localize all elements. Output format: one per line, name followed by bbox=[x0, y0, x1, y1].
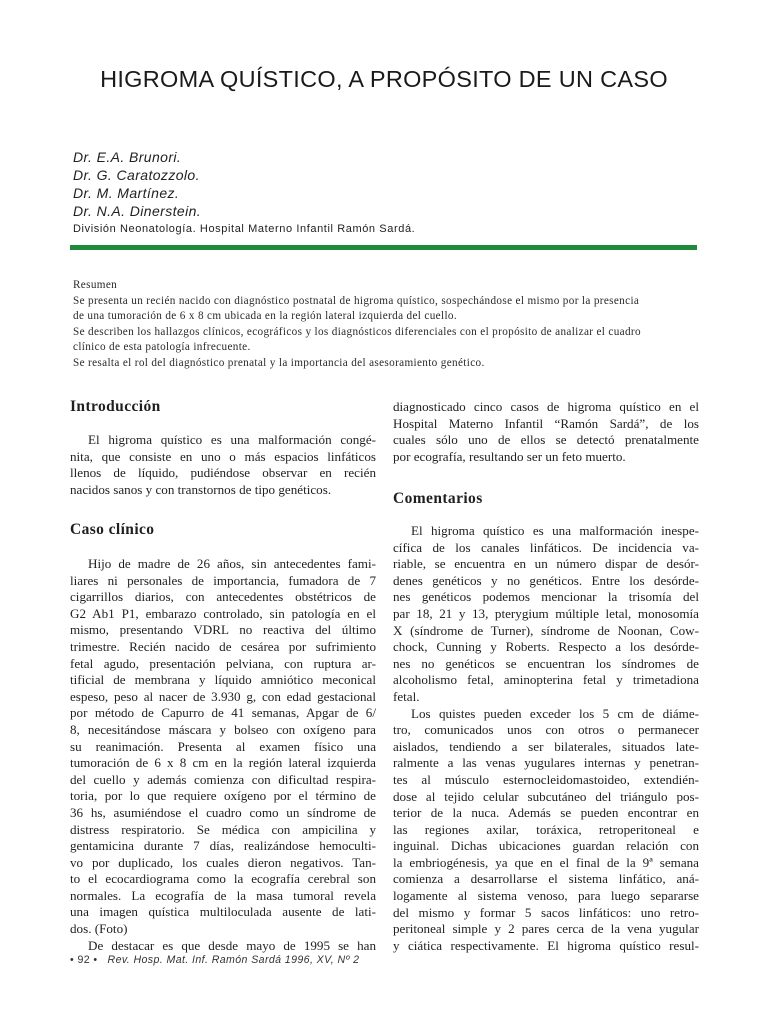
text-line: tificial de membrana y líquido amniótico meconical bbox=[70, 672, 376, 688]
text-line: Los quistes pueden exceder los 5 cm de diáme- bbox=[411, 705, 699, 721]
abstract-heading: Resumen bbox=[73, 279, 118, 291]
text-line: mismo, presentando VDRL no reactiva del último bbox=[70, 622, 376, 638]
text-line: dos. (Foto) bbox=[70, 921, 128, 937]
text-line: alcoholismo fetal, aminopterina fetal y trimetadiona bbox=[393, 672, 699, 688]
text-line: denes genéticos y no genéticos. Entre los desórde- bbox=[393, 572, 699, 588]
text-line: fetal. bbox=[393, 688, 420, 704]
abstract-line: Se presenta un recién nacido con diagnóstico postnatal de higroma quístico, sospechándose el mismo por la presencia bbox=[73, 294, 640, 307]
text-line: par 18, 21 y 13, pterygium múltiple letal, monosomía bbox=[393, 605, 699, 621]
text-line: Hospital Materno Infantil “Ramón Sardá”, de los bbox=[393, 415, 699, 431]
author-block bbox=[73, 148, 415, 237]
text-line: Hijo de madre de 26 años, sin antecedentes fami- bbox=[88, 556, 376, 571]
text-line: nita, que consiste en uno o más espacios linfáticos bbox=[70, 448, 376, 464]
text-line: por ecografía, resultando ser un feto muerto. bbox=[393, 448, 626, 464]
text-line: inguinal. Dichas ubicaciones guardan relación con bbox=[393, 838, 699, 854]
text-line: gentamicina durante 7 días, realizándose hemoculti- bbox=[70, 838, 376, 854]
text-line: nes no genéticos se encuentran los síndromes de bbox=[393, 655, 699, 671]
abstract-line: Se describen los hallazgos clínicos, ecográficos y los diagnósticos diferenciales con el propósito de analizar el cuadro bbox=[73, 325, 641, 338]
abstract-line: Se resalta el rol del diagnóstico prenatal y la importancia del asesoramiento genético. bbox=[73, 356, 485, 369]
journal-citation: Rev. Hosp. Mat. Inf. Ramón Sardá 1996, XV, Nº 2 bbox=[107, 954, 360, 966]
text-line: normales. La ecografía de la masa tumoral revela bbox=[70, 887, 376, 903]
text-line: cigarrillos diarios, con antecedentes obstétricos de bbox=[70, 589, 376, 605]
text-line: liares ni personales de importancia, fumadora de 7 bbox=[70, 572, 376, 588]
text-line: chock, Cunning y Roberts. Respecto a los desórde- bbox=[393, 639, 699, 655]
caso-body bbox=[70, 556, 376, 954]
text-line: trimestre. Recién nacido de cesárea por sufrimiento bbox=[70, 638, 376, 654]
text-line: aislados, tendiendo a ser bilaterales, situados late- bbox=[393, 738, 699, 754]
abstract-line: clínico de esta patología infrecuente. bbox=[73, 341, 251, 354]
text-line: vo por duplicado, los cuales dieron negativos. Tan- bbox=[70, 854, 376, 870]
text-line: tro, comunicados unos con otros o permanecer bbox=[393, 722, 699, 738]
green-divider bbox=[70, 245, 697, 250]
text-line: nacidos sanos y con transtornos de tipo genéticos. bbox=[70, 481, 332, 497]
article-title: HIGROMA QUÍSTICO, A PROPÓSITO DE UN CASO bbox=[100, 66, 668, 92]
text-line: cífica de los canales linfáticos. De incidencia va- bbox=[393, 539, 699, 555]
page-number: • 92 • bbox=[70, 954, 98, 966]
text-line: espeso, peso al nacer de 3.930 g, con edad gestacional bbox=[70, 688, 376, 704]
text-line: 36 hs, asumiéndose el cuadro como un síndrome de bbox=[70, 804, 376, 820]
text-line: nes genéticos podemos mencionar la trisomía del bbox=[393, 589, 699, 605]
text-line: cuales sólo uno de ellos se detectó prenatalmente bbox=[393, 432, 699, 448]
page-footer bbox=[70, 954, 359, 966]
comentarios-body bbox=[393, 523, 699, 954]
text-line: logamente al sistema venoso, para luego separarse bbox=[393, 888, 699, 904]
text-line: 8, necesitándose máscara y bolseo con oxígeno para bbox=[70, 721, 376, 737]
author-3: Dr. M. Martínez. bbox=[73, 185, 180, 201]
text-line: peritoneal simple y 2 pares cerca de la vena yugular bbox=[393, 921, 699, 937]
text-line: El higroma quístico es una malformación congé- bbox=[88, 432, 376, 447]
text-line: distress respiratorio. Se médica con ampicilina y bbox=[70, 821, 376, 837]
section-heading-introduccion: Introducción bbox=[70, 398, 161, 415]
section-heading-comentarios: Comentarios bbox=[393, 490, 483, 507]
continued-text bbox=[393, 399, 699, 465]
text-line: G2 Ab1 P1, embarazo controlado, sin patología en el bbox=[70, 605, 376, 621]
text-line: El higroma quístico es una malformación inespe- bbox=[411, 523, 699, 538]
text-line: la embriogénesis, ya que en el final de la 9ª semana bbox=[393, 854, 699, 870]
text-line: comienza a desarrollarse el sistema linfático, aná- bbox=[393, 871, 699, 887]
author-2: Dr. G. Caratozzolo. bbox=[73, 167, 200, 183]
text-line: y ciática respectivamente. El higroma quístico resul- bbox=[393, 937, 699, 953]
text-line: una imagen quística multiloculada ausente de lati- bbox=[70, 904, 376, 920]
text-line: fetal agudo, presentación pelviana, con ruptura ar- bbox=[70, 655, 376, 671]
abstract bbox=[73, 278, 701, 372]
text-line: del mismo y formar 5 sacos linfáticos: uno retro- bbox=[393, 904, 699, 920]
text-line: por método de Capurro de 41 semanas, Apgar de 6/ bbox=[70, 705, 376, 721]
affiliation: División Neonatología. Hospital Materno Infantil Ramón Sardá. bbox=[73, 223, 416, 235]
abstract-line: de una tumoración de 6 x 8 cm ubicada en la región lateral izquierda del cuello. bbox=[73, 310, 457, 323]
text-line: X (síndrome de Turner), síndrome de Noonan, Cow- bbox=[393, 622, 699, 638]
text-line: dose al tejido celular subcutáneo del triángulo pos- bbox=[393, 788, 699, 804]
text-line: tumoración de 6 x 8 cm en la región lateral izquierda bbox=[70, 755, 376, 771]
text-line: las regiones axilar, toráxica, retroperitoneal e bbox=[393, 821, 699, 837]
author-1: Dr. E.A. Brunori. bbox=[73, 149, 182, 165]
text-line: De destacar es que desde mayo de 1995 se han bbox=[88, 937, 376, 953]
section-heading-caso-clinico: Caso clínico bbox=[70, 521, 155, 538]
text-line: toria, por lo que requiere oxígeno por el término de bbox=[70, 788, 376, 804]
text-line: tes al músculo esternocleidomastoideo, extendién- bbox=[393, 771, 699, 787]
text-line: diagnosticado cinco casos de higroma quístico en el bbox=[393, 399, 699, 414]
text-line: su reanimación. Presenta al examen físico una bbox=[70, 738, 376, 754]
text-line: del cuello y además comienza con dificultad respira- bbox=[70, 771, 376, 787]
text-line: to el ecocardiograma como la ecografía cerebral son bbox=[70, 871, 376, 887]
author-4: Dr. N.A. Dinerstein. bbox=[73, 203, 202, 219]
text-line: llenos de líquido, pudiéndose observar en recién bbox=[70, 465, 376, 481]
text-line: riable, se encuentra en un número dispar de desór- bbox=[393, 556, 699, 572]
intro-body bbox=[70, 432, 376, 498]
text-line: ralmente a las venas yugulares internas y penetran- bbox=[393, 755, 699, 771]
text-line: terior de la nuca. Además se pueden encontrar en bbox=[393, 805, 699, 821]
